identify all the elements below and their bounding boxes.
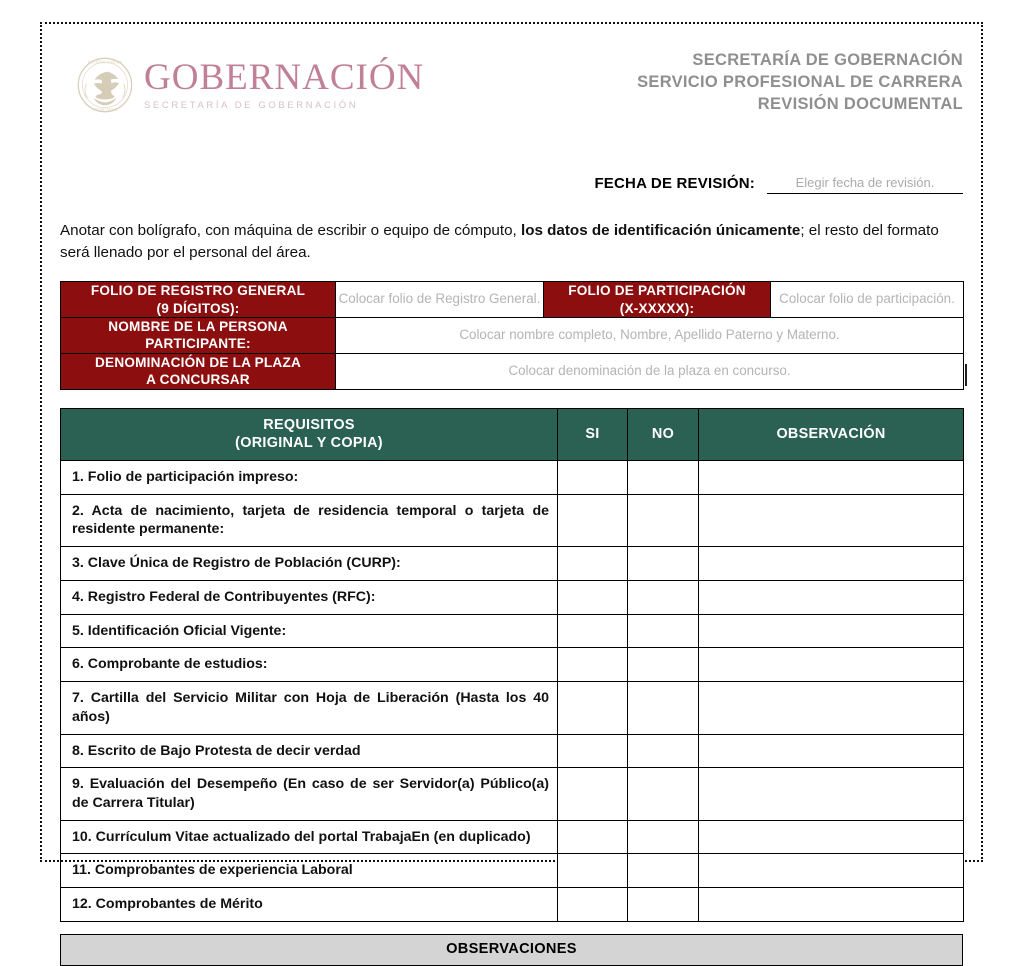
requisito-no-cell[interactable]: [628, 682, 699, 734]
folio-registro-label-line2: (9 DÍGITOS):: [156, 300, 240, 316]
requisito-si-cell[interactable]: [558, 580, 628, 614]
requisito-observacion-cell[interactable]: [699, 682, 964, 734]
requisito-observacion-cell[interactable]: [699, 580, 964, 614]
requisito-no-cell[interactable]: [628, 547, 699, 581]
nombre-participante-label-line2: PARTICIPANTE:: [145, 336, 251, 352]
table-row: [61, 854, 964, 888]
requisito-observacion-cell[interactable]: [699, 888, 964, 922]
instructions-paragraph: [60, 220, 963, 263]
denominacion-plaza-label-cell: [61, 353, 336, 389]
folio-participacion-label-line1: FOLIO DE PARTICIPACIÓN: [568, 283, 746, 299]
svg-text:ESTADOS UNIDOS: ESTADOS UNIDOS: [87, 59, 123, 65]
requisito-observacion-cell[interactable]: [699, 494, 964, 546]
requisito-si-cell[interactable]: [558, 734, 628, 768]
requisito-si-cell[interactable]: [558, 854, 628, 888]
column-header-si: SI: [558, 408, 628, 460]
requisito-observacion-cell[interactable]: [699, 547, 964, 581]
table-row: [61, 282, 964, 318]
table-row: [61, 768, 964, 820]
requisito-observacion-cell[interactable]: [699, 820, 964, 854]
requisito-label: 3. Clave Única de Registro de Población (CURP):: [61, 547, 558, 581]
document-content: [60, 40, 963, 966]
document-header: [60, 40, 963, 148]
requisito-observacion-cell[interactable]: [699, 460, 964, 494]
table-row: [61, 734, 964, 768]
requisitos-table: [60, 408, 964, 922]
table-row: [61, 648, 964, 682]
requisito-label: 6. Comprobante de estudios:: [61, 648, 558, 682]
folio-participacion-label-cell: [544, 282, 771, 318]
instructions-part2: ; el resto del formato será llenado por el personal del área.: [60, 222, 939, 261]
requisito-no-cell[interactable]: [628, 494, 699, 546]
table-resize-handle[interactable]: [965, 364, 968, 386]
nombre-participante-input[interactable]: Colocar nombre completo, Nombre, Apellido Paterno y Materno.: [336, 317, 964, 353]
requisito-label: 8. Escrito de Bajo Protesta de decir verdad: [61, 734, 558, 768]
requisito-label: 4. Registro Federal de Contribuyentes (RFC):: [61, 580, 558, 614]
instructions-part1: Anotar con bolígrafo, con máquina de escribir o equipo de cómputo,: [60, 222, 521, 239]
fecha-revision-input[interactable]: Elegir fecha de revisión.: [767, 175, 963, 194]
requisito-no-cell[interactable]: [628, 888, 699, 922]
column-header-no: NO: [628, 408, 699, 460]
title-line-revision: REVISIÓN DOCUMENTAL: [757, 94, 963, 113]
title-line-servicio: SERVICIO PROFESIONAL DE CARRERA: [637, 72, 963, 91]
requisito-label: 7. Cartilla del Servicio Militar con Hoja de Liberación (Hasta los 40 años): [61, 682, 558, 734]
column-header-requisitos: [61, 408, 558, 460]
folio-registro-label-cell: [61, 282, 336, 318]
table-row: [61, 353, 964, 389]
table-row: [61, 888, 964, 922]
instructions-bold: los datos de identificación únicamente: [520, 222, 801, 239]
requisito-si-cell[interactable]: [558, 494, 628, 546]
requisito-no-cell[interactable]: [628, 580, 699, 614]
svg-text:MEXICANOS: MEXICANOS: [92, 107, 118, 113]
denominacion-plaza-input[interactable]: [336, 353, 964, 389]
folio-registro-label-line1: FOLIO DE REGISTRO GENERAL: [90, 283, 306, 299]
requisitos-body: [61, 460, 964, 921]
identificacion-table: [60, 281, 964, 389]
denominacion-plaza-label-line2: A CONCURSAR: [146, 372, 250, 388]
requisito-no-cell[interactable]: [628, 820, 699, 854]
table-row: [61, 820, 964, 854]
folio-participacion-label-line2: (X-XXXXX):: [619, 300, 695, 316]
logo-wordmark: GOBERNACIÓN: [144, 57, 425, 99]
requisito-observacion-cell[interactable]: [699, 614, 964, 648]
requisito-label: 12. Comprobantes de Mérito: [61, 888, 558, 922]
gobernacion-logo: [76, 40, 424, 114]
denominacion-plaza-label-line1: DENOMINACIÓN DE LA PLAZA: [95, 354, 301, 370]
requisito-label: 2. Acta de nacimiento, tarjeta de residencia temporal o tarjeta de residente permanente:: [61, 494, 558, 546]
requisito-si-cell[interactable]: [558, 460, 628, 494]
requisito-label: 9. Evaluación del Desempeño (En caso de ser Servidor(a) Público(a) de Carrera Titular): [61, 768, 558, 820]
requisito-label: 10. Currículum Vitae actualizado del portal TrabajaEn (en duplicado): [61, 820, 558, 854]
requisito-label: 11. Comprobantes de experiencia Laboral: [61, 854, 558, 888]
table-row: [61, 460, 964, 494]
requisito-no-cell[interactable]: [628, 614, 699, 648]
table-row: [61, 580, 964, 614]
table-row: [61, 317, 964, 353]
requisito-observacion-cell[interactable]: [699, 854, 964, 888]
requisito-observacion-cell[interactable]: [699, 734, 964, 768]
table-row: [61, 682, 964, 734]
requisito-si-cell[interactable]: [558, 614, 628, 648]
table-row: [61, 494, 964, 546]
requisito-si-cell[interactable]: [558, 888, 628, 922]
requisito-label: 5. Identificación Oficial Vigente:: [61, 614, 558, 648]
requisito-si-cell[interactable]: [558, 648, 628, 682]
requisito-no-cell[interactable]: [628, 648, 699, 682]
mexican-coat-of-arms-icon: [76, 56, 134, 114]
requisito-no-cell[interactable]: [628, 854, 699, 888]
denominacion-plaza-value: Colocar denominación de la plaza en concurso.: [508, 363, 791, 379]
requisito-label: 1. Folio de participación impreso:: [61, 460, 558, 494]
table-row: [61, 547, 964, 581]
folio-participacion-input[interactable]: Colocar folio de participación.: [771, 282, 964, 318]
column-header-requisitos-line1: REQUISITOS: [263, 416, 355, 433]
fecha-revision-label: FECHA DE REVISIÓN:: [594, 175, 755, 192]
requisito-si-cell[interactable]: [558, 547, 628, 581]
nombre-participante-label-line1: NOMBRE DE LA PERSONA: [108, 318, 288, 334]
logo-subtitle: SECRETARÍA DE GOBERNACIÓN: [144, 100, 359, 112]
column-header-observacion: OBSERVACIÓN: [699, 408, 964, 460]
requisito-si-cell[interactable]: [558, 682, 628, 734]
requisito-observacion-cell[interactable]: [699, 648, 964, 682]
table-row: [61, 614, 964, 648]
page-title: [637, 40, 963, 116]
title-line-secretaria: SECRETARÍA DE GOBERNACIÓN: [692, 51, 963, 69]
column-header-requisitos-line2: (ORIGINAL Y COPIA): [235, 435, 383, 452]
requisito-no-cell[interactable]: [628, 734, 699, 768]
requisito-si-cell[interactable]: [558, 820, 628, 854]
requisito-observacion-cell[interactable]: [699, 768, 964, 820]
folio-registro-input[interactable]: Colocar folio de Registro General.: [336, 282, 544, 318]
requisito-si-cell[interactable]: [558, 768, 628, 820]
fecha-revision-row: [60, 168, 963, 194]
requisitos-header-row: [61, 408, 964, 460]
requisito-no-cell[interactable]: [628, 768, 699, 820]
observaciones-header: OBSERVACIONES: [60, 934, 963, 966]
nombre-participante-label-cell: [61, 317, 336, 353]
requisito-no-cell[interactable]: [628, 460, 699, 494]
